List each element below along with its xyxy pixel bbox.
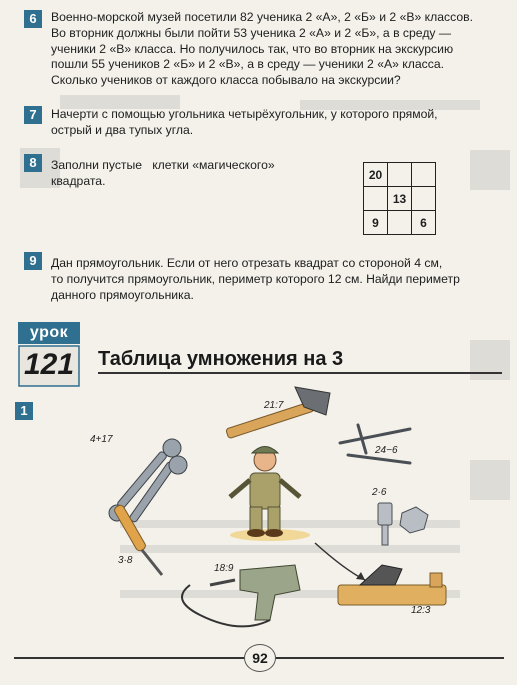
magic-cell-empty (388, 163, 412, 187)
page-number: 92 (244, 644, 276, 672)
task-8-line: Заполни пустые клетки «магического» (51, 158, 275, 172)
task-7-number: 7 (24, 106, 42, 124)
drill-label: 18:9 (214, 563, 234, 574)
wrenches-label: 4+17 (90, 434, 113, 445)
magic-cell-empty (412, 163, 436, 187)
worker-figure (230, 447, 310, 542)
task-9-line: данного прямоугольника. (51, 287, 194, 302)
task-6-line: пошли 55 учеников 2 «Б» и 2 «В», а в среду — ученики 2 «А» класса. (51, 57, 444, 72)
task-9-number: 9 (24, 252, 42, 270)
lesson-label: урок (18, 322, 80, 344)
task-7-line: острый и два тупых угла. (51, 122, 194, 137)
arrow-icon (315, 543, 365, 580)
plane-label: 12:3 (411, 605, 431, 616)
task-9-line: то получится прямоугольник, периметр которого 12 см. Найди периметр (51, 271, 460, 286)
magic-cell: 6 (412, 211, 436, 235)
magic-cell-empty (364, 187, 388, 211)
magic-cell: 20 (364, 163, 388, 187)
screwdriver-label: 3·8 (118, 555, 133, 566)
magic-square (363, 162, 436, 235)
magic-cell: 9 (364, 211, 388, 235)
task-9-line: Дан прямоугольник. Если от него отрезать квадрат со стороной 4 см, (51, 256, 443, 270)
plane-icon (338, 565, 446, 605)
bolts-label: 2·6 (372, 487, 387, 498)
lesson-title: Таблица умножения на 3 (98, 348, 344, 370)
magic-cell-empty (388, 211, 412, 235)
task-8-line: квадрата. (51, 173, 106, 188)
task-6-line: ученики 2 «В» класса. Но получилось так, что во вторник на экскурсию (51, 41, 454, 56)
task-7-text (51, 107, 511, 139)
hammer-label: 21:7 (264, 400, 284, 411)
nails-icon (340, 425, 410, 463)
task-6-line: Во вторник должны были пойти 53 ученика 2 «А» и 2 «Б», а в среду — (51, 25, 452, 40)
task-7-line: Начерти с помощью угольника четырёхугольник, у которого прямой, (51, 107, 438, 121)
task-6-line: Военно-морской музей посетили 82 ученика 2 «А», 2 «Б» и 2 «В» классов. (51, 10, 473, 24)
task-9-text (51, 256, 511, 303)
magic-cell: 13 (388, 187, 412, 211)
task-6-text (51, 10, 511, 89)
exercise-1-number: 1 (15, 402, 33, 420)
tools-illustration (90, 385, 510, 635)
drill-icon (182, 565, 300, 626)
task-8-number: 8 (24, 154, 42, 172)
task-8-text (51, 158, 351, 190)
bolts-icon (378, 503, 428, 545)
title-underline (98, 372, 502, 374)
nails-label: 24−6 (375, 445, 398, 456)
hammer-icon (226, 387, 330, 439)
magic-cell-empty (412, 187, 436, 211)
task-6-number: 6 (24, 10, 42, 28)
lesson-number: 121 (23, 348, 75, 381)
task-6-line: Сколько учеников от каждого класса побывало на экскурсии? (51, 73, 401, 88)
